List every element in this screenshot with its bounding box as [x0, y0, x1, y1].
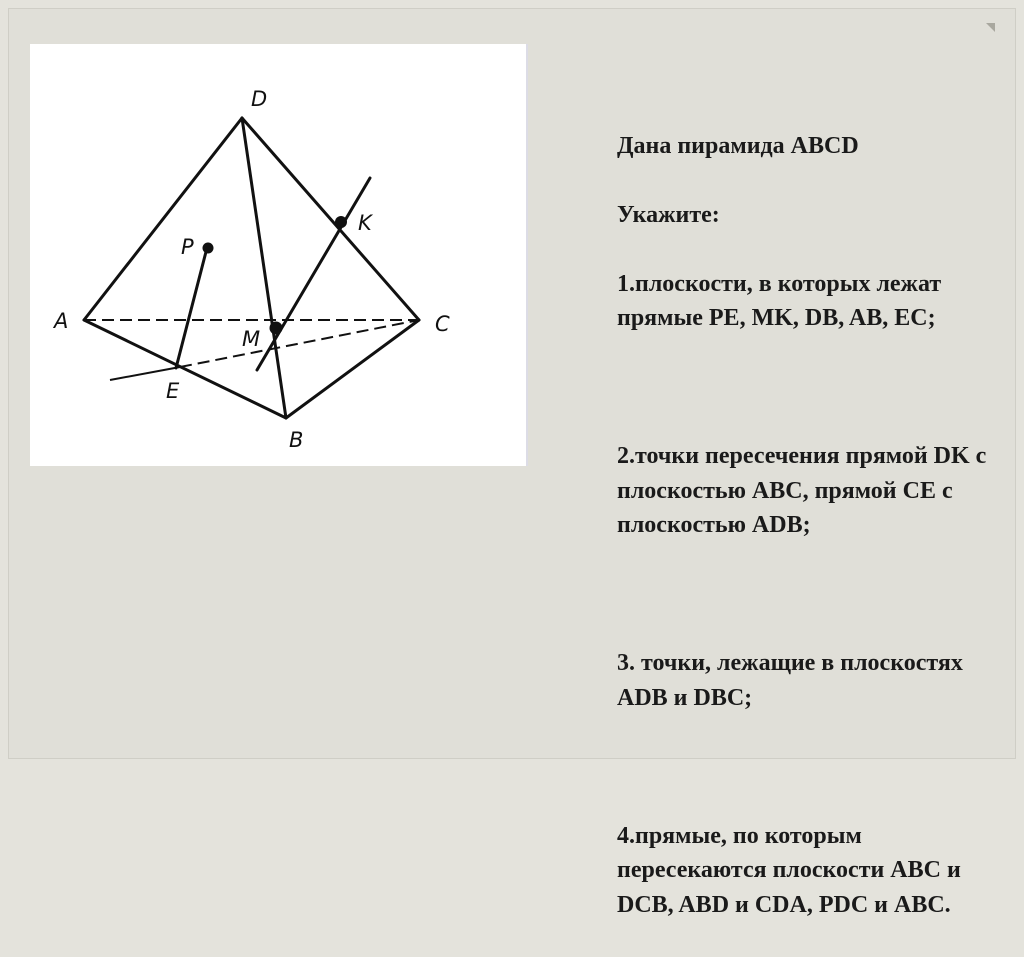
pyramid-figure [30, 44, 528, 466]
pyramid-diagram [30, 44, 528, 466]
label-C: C [435, 312, 450, 336]
task-item-2: 2.точки пересечения прямой DK с плоскостью ABC, прямой CE с плоскостью ADB; [617, 443, 987, 538]
edge-DB [242, 118, 286, 418]
task-title: Дана пирамида ABCD [617, 132, 859, 159]
label-B: B [289, 428, 304, 452]
task-prompt: Укажите: [617, 201, 720, 228]
spacer [617, 577, 997, 612]
label-A: A [54, 309, 69, 333]
label-E: E [166, 379, 180, 403]
label-K: K [358, 211, 372, 235]
spacer [617, 370, 997, 405]
line-EC-hidden [180, 320, 419, 367]
point-M [270, 322, 283, 335]
line-PE [176, 244, 208, 368]
task-text [617, 94, 997, 957]
edge-CB [286, 320, 419, 418]
point-P [203, 243, 214, 254]
task-item-4: 4.прямые, по которым пересекаются плоскости ABC и DCB, ABD и CDA, PDC и ABC. [617, 822, 961, 918]
corner-marker [986, 23, 995, 32]
label-P: P [181, 235, 194, 259]
task-item-1: 1.плоскости, в которых лежат прямые PE, MK, DB, AB, EC; [617, 270, 942, 331]
point-K [335, 216, 347, 228]
edge-DA [84, 118, 242, 320]
figure-panel-edge [526, 44, 528, 466]
label-M: M [242, 327, 261, 351]
label-D: D [251, 87, 268, 111]
task-item-3: 3. точки, лежащие в плоскостях ADB и DBC; [617, 650, 963, 711]
